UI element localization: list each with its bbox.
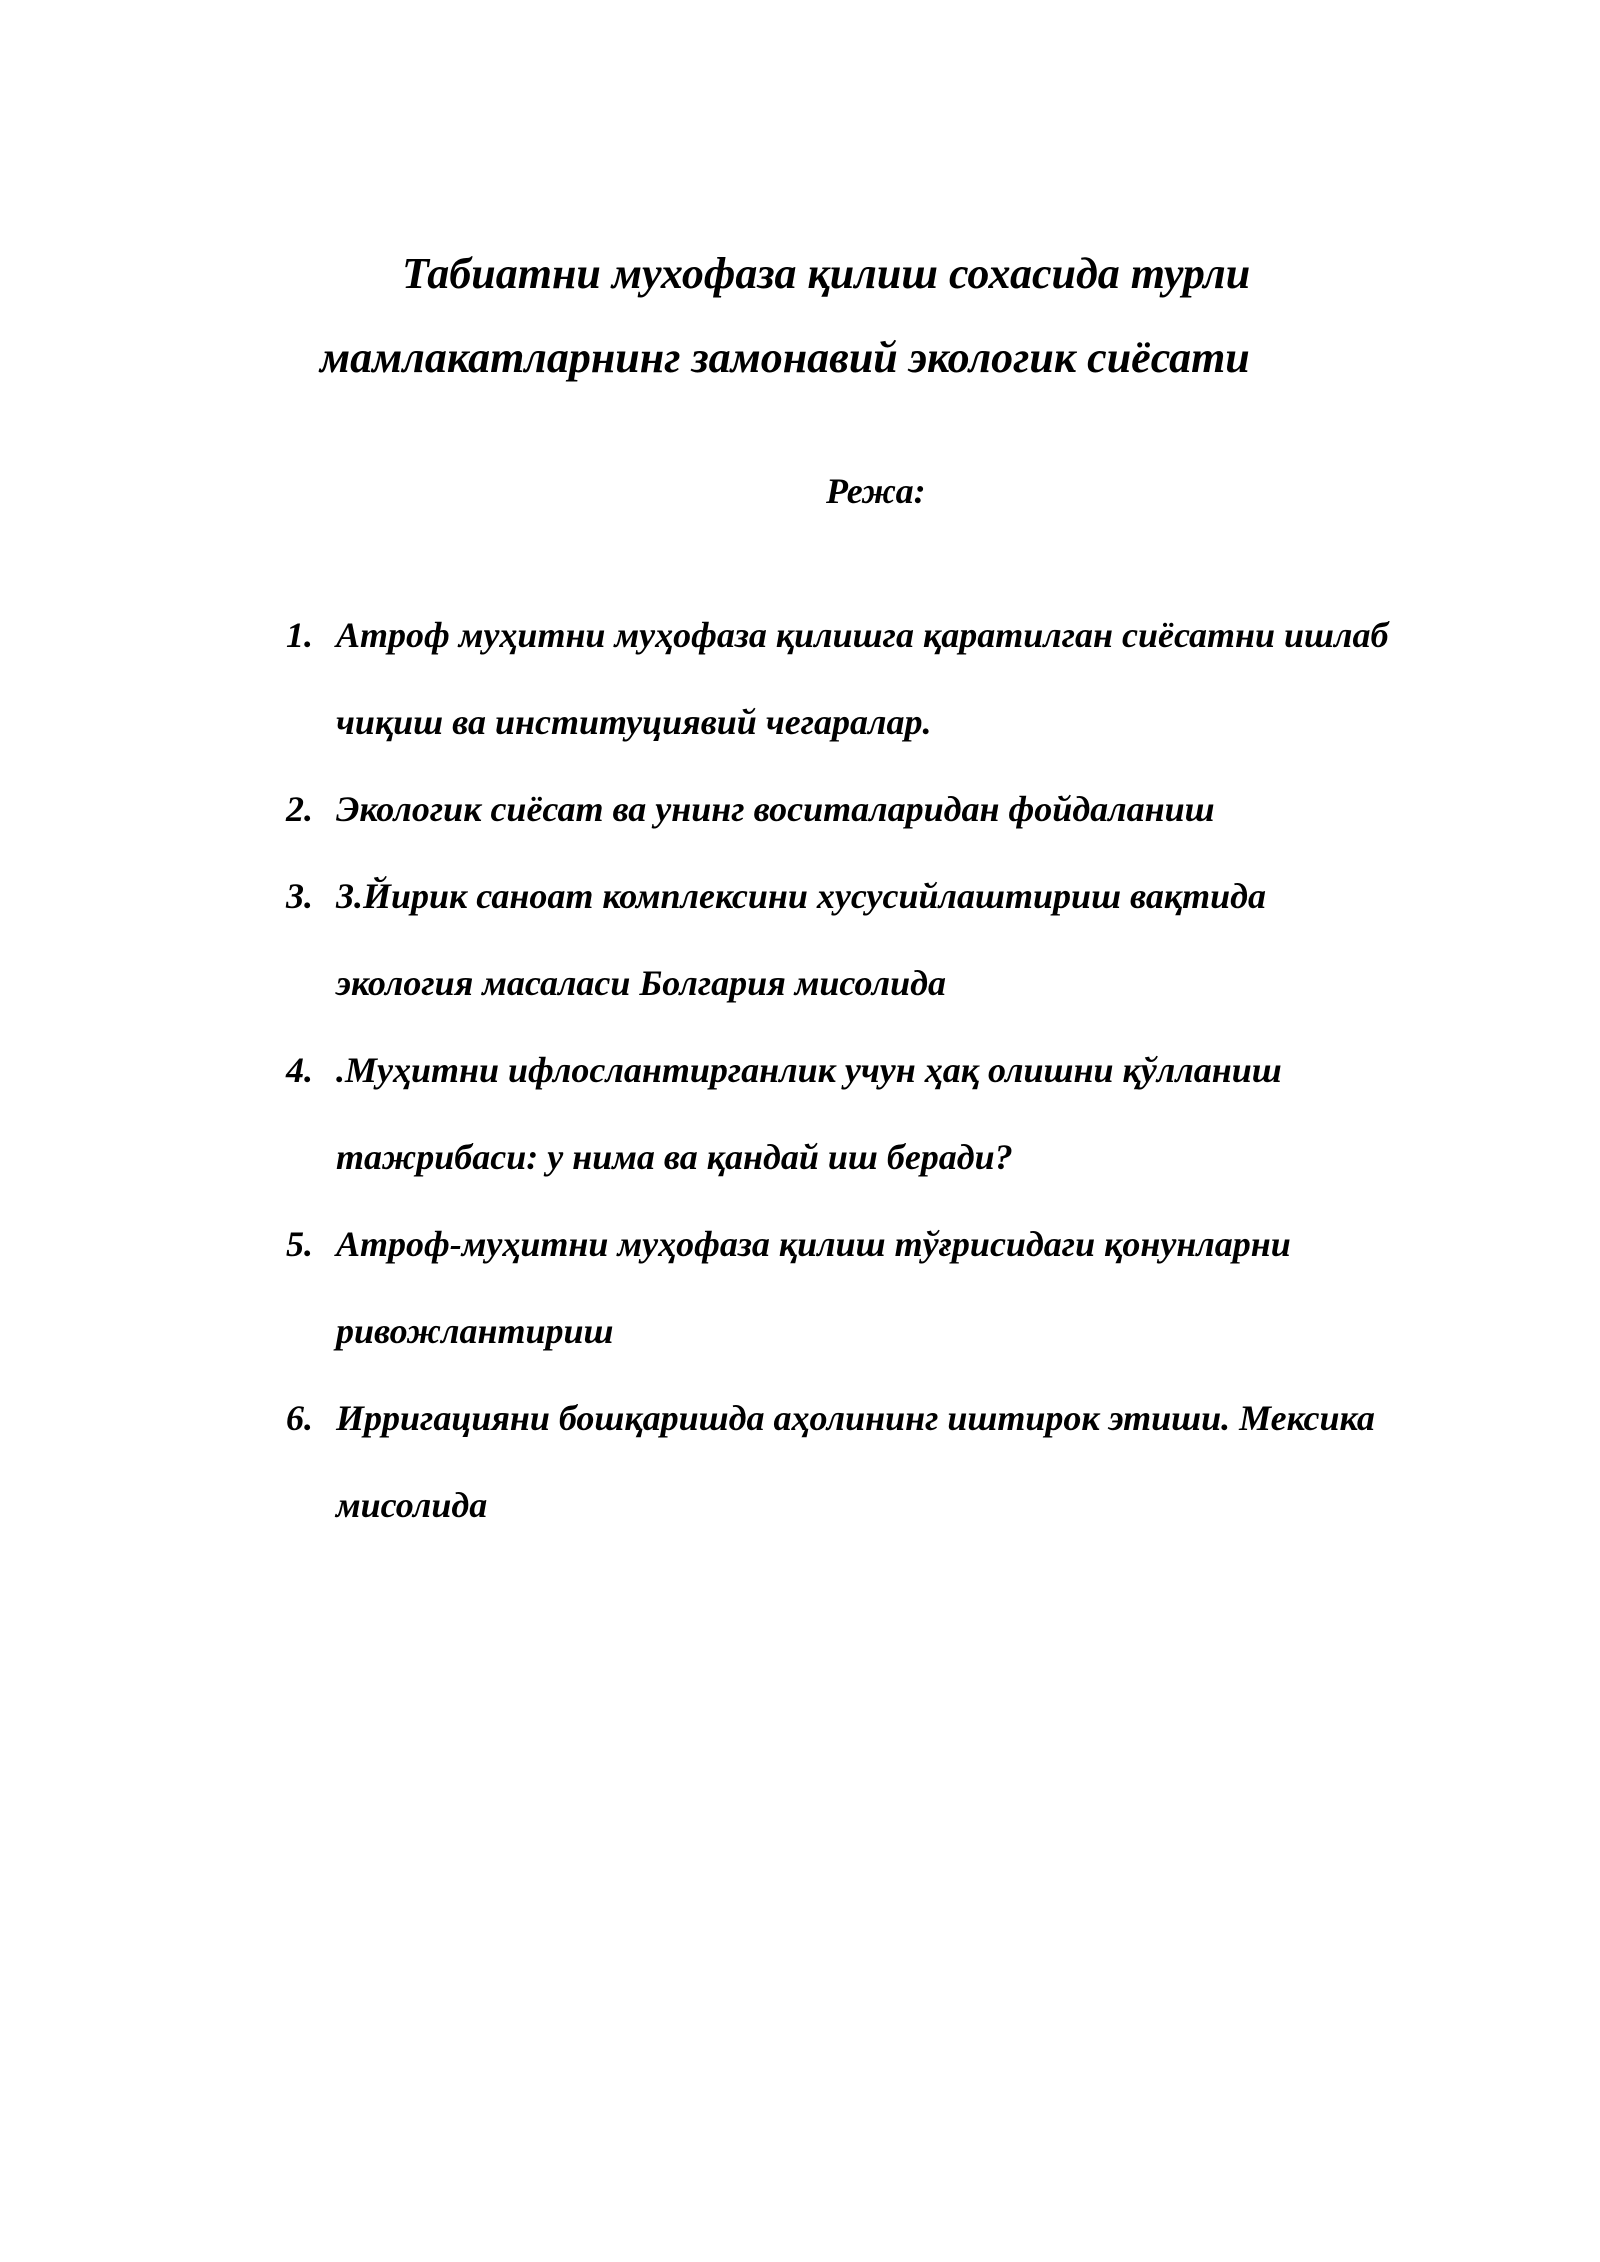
plan-item-number: 5. — [286, 1224, 313, 1264]
plan-item-line: Экологик сиёсат ва унинг воситаларидан фойдаланиш — [336, 789, 1215, 829]
plan-item-line: Атроф муҳитни муҳофаза қилишга қаратилган сиёсатни ишлаб — [336, 615, 1389, 655]
plan-item-line: .Муҳитни ифлослантирганлик учун ҳақ олишни қўлланиш — [336, 1050, 1282, 1090]
plan-item-text — [336, 1201, 1480, 1375]
plan-item-text — [336, 1375, 1480, 1549]
plan-item-2 — [280, 766, 1480, 853]
plan-item-line: Ирригацияни бошқаришда аҳолининг иштирок этиши. Мексика — [336, 1398, 1375, 1438]
plan-item-6 — [280, 1375, 1480, 1549]
plan-item-text — [336, 1027, 1480, 1201]
plan-item-line: мисолида — [336, 1485, 488, 1525]
document-title-line-2: мамлакатларнинг замонавий экологик сиёсати — [320, 333, 1250, 382]
plan-item-number: 4. — [286, 1050, 313, 1090]
plan-item-4 — [280, 1027, 1480, 1201]
plan-item-text — [336, 853, 1480, 1027]
plan-item-5 — [280, 1201, 1480, 1375]
plan-item-line: тажрибаси: у нима ва қандай иш беради? — [336, 1137, 1013, 1177]
plan-item-line: чиқиш ва институциявий чегаралар. — [336, 702, 932, 742]
plan-item-line: ривожлантириш — [336, 1311, 614, 1351]
plan-item-text — [336, 766, 1480, 853]
document-title — [300, 232, 1400, 400]
plan-item-number: 1. — [286, 615, 313, 655]
plan-item-text — [336, 592, 1480, 766]
plan-item-line: Атроф-муҳитни муҳофаза қилиш тўғрисидаги қонунларни — [336, 1224, 1291, 1264]
plan-item-line: экология масаласи Болгария мисолида — [336, 963, 946, 1003]
document-title-line-1: Табиатни мухофаза қилиш сохасида турли — [402, 249, 1251, 298]
plan-item-number: 6. — [286, 1398, 313, 1438]
plan-list — [280, 592, 1480, 1549]
plan-item-1 — [280, 592, 1480, 766]
plan-item-line: 3.Йирик саноат комплексини хусусийлаштириш вақтида — [336, 876, 1267, 916]
plan-item-number: 3. — [286, 876, 313, 916]
plan-item-number: 2. — [286, 789, 313, 829]
plan-heading: Режа: — [826, 471, 926, 511]
plan-item-3 — [280, 853, 1480, 1027]
